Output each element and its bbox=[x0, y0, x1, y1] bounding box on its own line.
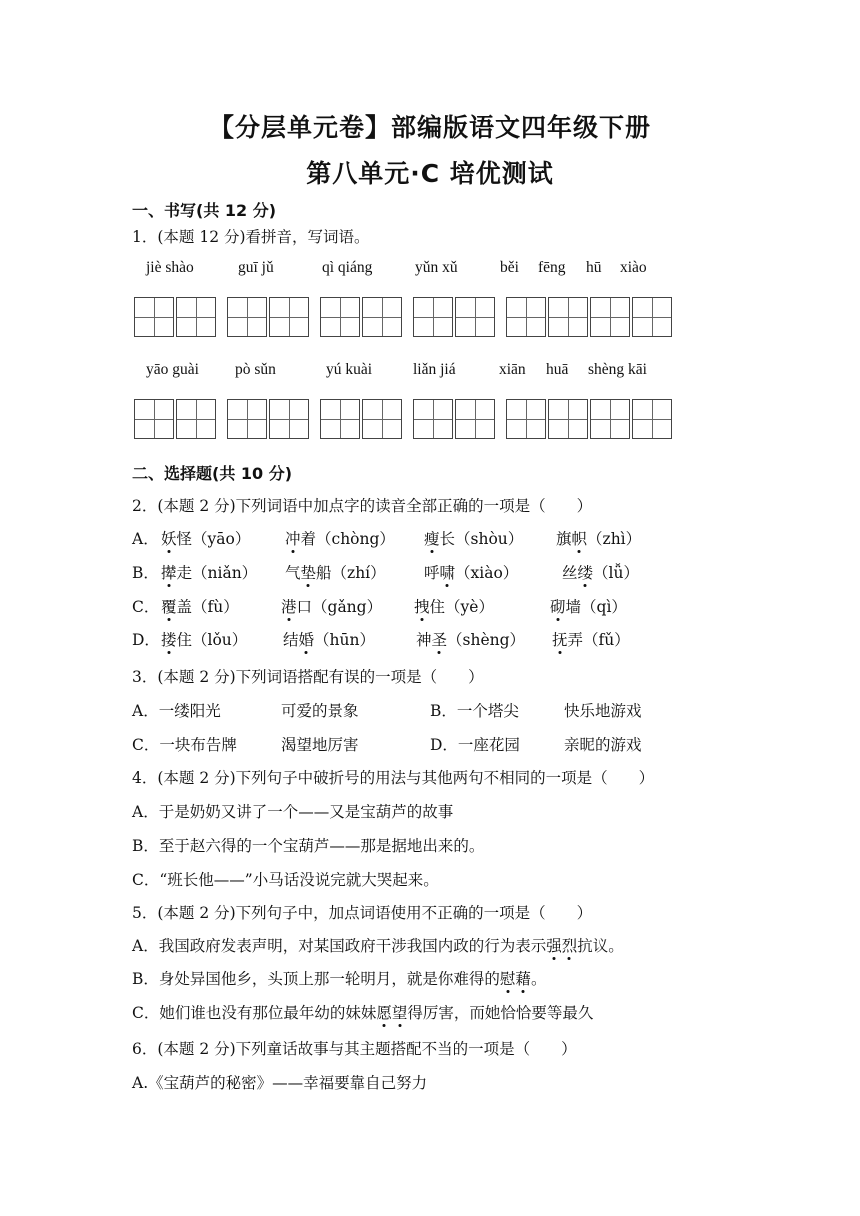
question-5: 5．(本题 2 分)下列句子中，加点词语使用不正确的一项是（ ） bbox=[132, 904, 593, 922]
writing-grid[interactable] bbox=[227, 297, 309, 337]
dotted-character: 抚 bbox=[552, 631, 568, 649]
dotted-character: 慰 bbox=[499, 970, 516, 988]
option-item: 覆盖（fù） bbox=[161, 598, 239, 616]
writing-grid[interactable] bbox=[134, 297, 216, 337]
dotted-character: 拽 bbox=[414, 598, 430, 616]
pinyin-label: fēng bbox=[538, 259, 566, 276]
pinyin-label: jiè shào bbox=[146, 259, 194, 276]
writing-grid[interactable] bbox=[506, 399, 672, 439]
option-letter: B． bbox=[132, 564, 159, 582]
pinyin-label: xiān bbox=[499, 361, 526, 378]
dotted-character: 覆 bbox=[161, 598, 177, 616]
option-text: A．于是奶奶又讲了一个——又是宝葫芦的故事 bbox=[132, 803, 454, 821]
dotted-word bbox=[500, 970, 531, 988]
writing-grid[interactable] bbox=[320, 399, 402, 439]
option-text: 可爱的景象 bbox=[281, 702, 359, 720]
dotted-character: 缕 bbox=[577, 564, 594, 582]
option-letter: D． bbox=[132, 631, 160, 649]
writing-grid[interactable] bbox=[506, 297, 672, 337]
dotted-character: 啸 bbox=[439, 564, 456, 582]
dotted-character: 望 bbox=[391, 1004, 408, 1022]
pinyin-label: běi bbox=[500, 259, 519, 276]
question-1: 1．(本题 12 分)看拼音，写词语。 bbox=[132, 228, 370, 246]
dotted-character: 愿 bbox=[376, 1004, 392, 1022]
option-item: 港口（gǎng） bbox=[281, 598, 383, 616]
page-title: 【分层单元卷】部编版语文四年级下册 bbox=[208, 113, 651, 142]
pinyin-label: pò sǔn bbox=[235, 361, 276, 378]
pinyin-label: yú kuài bbox=[326, 361, 373, 378]
question-2: 2．(本题 2 分)下列词语中加点字的读音全部正确的一项是（ ） bbox=[132, 497, 593, 515]
option-item: 撵走（niǎn） bbox=[161, 564, 258, 582]
pinyin-label: huā bbox=[546, 361, 569, 378]
pinyin-label: qì qiáng bbox=[322, 259, 373, 276]
dotted-character: 强 bbox=[546, 937, 562, 955]
option-item: 瘦长（shòu） bbox=[424, 530, 524, 548]
option-item: 旗帜（zhì） bbox=[556, 530, 642, 548]
option-text: C．“班长他——”小马话没说完就大哭起来。 bbox=[132, 871, 439, 889]
option-text: A．一缕阳光 bbox=[132, 702, 221, 720]
option-letter: A． bbox=[132, 530, 159, 548]
pinyin-label: shèng kāi bbox=[588, 361, 647, 378]
dotted-character: 搂 bbox=[161, 631, 177, 649]
option-text: 快乐地游戏 bbox=[564, 702, 642, 720]
dotted-character: 圣 bbox=[431, 631, 448, 649]
dotted-word bbox=[376, 1004, 407, 1022]
pinyin-label: yāo guài bbox=[146, 361, 199, 378]
writing-grid[interactable] bbox=[413, 297, 495, 337]
writing-grid[interactable] bbox=[134, 399, 216, 439]
option-item: 丝缕（lǚ） bbox=[562, 564, 639, 582]
option-text: A．我国政府发表声明，对某国政府干涉我国内政的行为表示强烈抗议。 bbox=[132, 937, 624, 955]
writing-grid[interactable] bbox=[413, 399, 495, 439]
dotted-character: 烈 bbox=[561, 937, 578, 955]
writing-grid[interactable] bbox=[227, 399, 309, 439]
pinyin-label: guī jǔ bbox=[238, 259, 274, 276]
option-text: B．一个塔尖 bbox=[430, 702, 519, 720]
section-choice-heading: 二、选择题(共 10 分) bbox=[132, 464, 293, 483]
pinyin-label: hū bbox=[586, 259, 602, 276]
option-item: 结婚（hūn） bbox=[283, 631, 375, 649]
dotted-character: 瘦 bbox=[424, 530, 440, 548]
option-item: 妖怪（yāo） bbox=[161, 530, 251, 548]
option-text: B．身处异国他乡，头顶上那一轮明月，就是你难得的慰藉。 bbox=[132, 970, 547, 988]
option-text: C．一块布告牌 bbox=[132, 736, 237, 754]
dotted-character: 妖 bbox=[161, 530, 177, 548]
option-item: 拽住（yè） bbox=[414, 598, 494, 616]
dotted-character: 垫 bbox=[300, 564, 317, 582]
option-text: C．她们谁也没有那位最年幼的妹妹愿望得厉害，而她恰恰要等最久 bbox=[132, 1004, 594, 1022]
dotted-character: 藉 bbox=[515, 970, 531, 988]
option-item: 冲着（chòng） bbox=[285, 530, 395, 548]
option-text: 渴望地厉害 bbox=[281, 736, 359, 754]
section-writing-heading: 一、书写(共 12 分) bbox=[132, 201, 277, 220]
dotted-character: 撵 bbox=[161, 564, 177, 582]
pinyin-label: xiào bbox=[620, 259, 647, 276]
dotted-character: 帜 bbox=[571, 530, 588, 548]
option-letter: C． bbox=[132, 598, 160, 616]
option-item: 抚弄（fǔ） bbox=[552, 631, 630, 649]
question-6: 6．(本题 2 分)下列童话故事与其主题搭配不当的一项是（ ） bbox=[132, 1040, 577, 1058]
option-text: B．至于赵六得的一个宝葫芦——那是据地出来的。 bbox=[132, 837, 485, 855]
option-item: 砌墙（qì） bbox=[550, 598, 627, 616]
dotted-character: 港 bbox=[281, 598, 297, 616]
option-text: D．一座花园 bbox=[430, 736, 520, 754]
option-item: 气垫船（zhí） bbox=[285, 564, 386, 582]
option-text: A.《宝葫芦的秘密》——幸福要靠自己努力 bbox=[132, 1074, 428, 1092]
dotted-character: 婚 bbox=[298, 631, 315, 649]
pinyin-label: liǎn jiá bbox=[413, 361, 456, 378]
question-4: 4．(本题 2 分)下列句子中破折号的用法与其他两句不相同的一项是（ ） bbox=[132, 769, 655, 787]
option-item: 神圣（shèng） bbox=[416, 631, 526, 649]
page-subtitle: 第八单元·C 培优测试 bbox=[306, 159, 554, 188]
option-item: 搂住（lǒu） bbox=[161, 631, 248, 649]
dotted-word bbox=[546, 937, 577, 955]
question-3: 3．(本题 2 分)下列词语搭配有误的一项是（ ） bbox=[132, 668, 484, 686]
pinyin-label: yǔn xǔ bbox=[415, 259, 458, 276]
writing-grid[interactable] bbox=[320, 297, 402, 337]
dotted-character: 冲 bbox=[285, 530, 301, 548]
option-item: 呼啸（xiào） bbox=[424, 564, 519, 582]
option-text: 亲昵的游戏 bbox=[564, 736, 642, 754]
dotted-character: 砌 bbox=[550, 598, 566, 616]
